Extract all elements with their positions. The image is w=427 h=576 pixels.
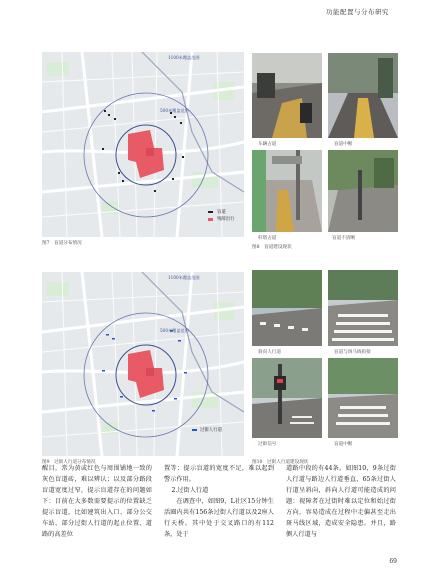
map-blind-path: [42, 52, 244, 237]
page-number: 69: [389, 558, 397, 565]
photo-blind-path-unclear: [328, 150, 398, 232]
photo-blind-path-broken: [328, 53, 398, 138]
body-paragraph-2b: 在调查中，如图9，L社区15分钟生活圈内共有156条过街人行道以及2座人行天桥。其中处于交叉路口的有112条，处于: [164, 498, 274, 538]
photo-caption-1: 车辆占道: [258, 142, 277, 147]
photo-caption-3: 杆塔占道: [258, 236, 277, 241]
map-crossings: [42, 272, 244, 456]
photo-vehicle-occupy: [252, 53, 322, 138]
photo-caption-5: 斜向人行道: [258, 350, 281, 355]
map2-legend-swatch: [192, 429, 197, 431]
figure-caption-10: 图10 过街人行道建设现状: [252, 460, 309, 465]
photo-caption-8: 盲道中断: [334, 442, 353, 447]
map1-label-500: 500米覆盖范围: [160, 108, 189, 113]
running-header: 功能配置与分布研究: [326, 8, 389, 16]
figure-caption-7: 图7 盲道分布情况: [42, 241, 82, 246]
map2-label-500: 500米覆盖范围: [160, 328, 189, 333]
map1-label-1100: 1100米覆盖范围: [168, 55, 200, 60]
photo-blind-zebra-link: [328, 270, 398, 346]
body-paragraph-2a: 置等；提示盲道的宽度不足，难以起到警示作用。: [164, 465, 274, 483]
figure-caption-8: 图8 盲道建设现状: [252, 245, 292, 250]
body-paragraph-1: 醒目，常为黄或红色与周围铺地一致的灰色盲道砖，难以辨认；以及部分路段盲道宽度过窄，提示盲道存在的问题如下：目前在大多数需要提示的位置缺乏提示盲道，比如建筑出入口、部分公交车站、部分过街人行道的起止位置、道路的高差位: [42, 465, 152, 538]
body-column-1: [42, 463, 152, 540]
photo-pole-occupy: [252, 150, 322, 232]
map2-legend-label: 过街人行道: [200, 428, 222, 433]
photo-diagonal-crossing: [252, 270, 322, 346]
map1-legend-label-1: 盲道: [217, 210, 226, 215]
photo-caption-2: 盲道中断: [334, 142, 353, 147]
map-blind-path-graphic: [42, 52, 244, 237]
photo-crossing-signal: [252, 358, 322, 438]
photo-caption-4: 盲道不清晰: [332, 236, 355, 241]
photo-blind-path-gap: [328, 358, 398, 438]
figure-caption-9: 图9 过街人行道分布情况: [42, 460, 96, 465]
photo-caption-7: 过街信号: [258, 442, 277, 447]
body-column-3: [286, 463, 396, 540]
body-paragraph-3: 道路中段的有44条。如图10，9条过街人行道与路边人行道垂直，65条过街人行道呈斜向，斜向人行道可能造成的问题：视障者在过街时难以定位和始过街方向，容易造成在过程中走偏甚至走出斑马线区域，造成安全隐患。并且，路侧人行道与: [286, 465, 396, 538]
map1-legend-label-2: 残障出行: [217, 217, 235, 222]
section-heading-crossings: 2.过街人行道: [171, 487, 209, 494]
map2-label-1100: 1100米覆盖范围: [168, 275, 200, 280]
body-column-2: [164, 463, 274, 540]
photo-caption-6: 盲道与斑马线衔接: [334, 350, 371, 355]
